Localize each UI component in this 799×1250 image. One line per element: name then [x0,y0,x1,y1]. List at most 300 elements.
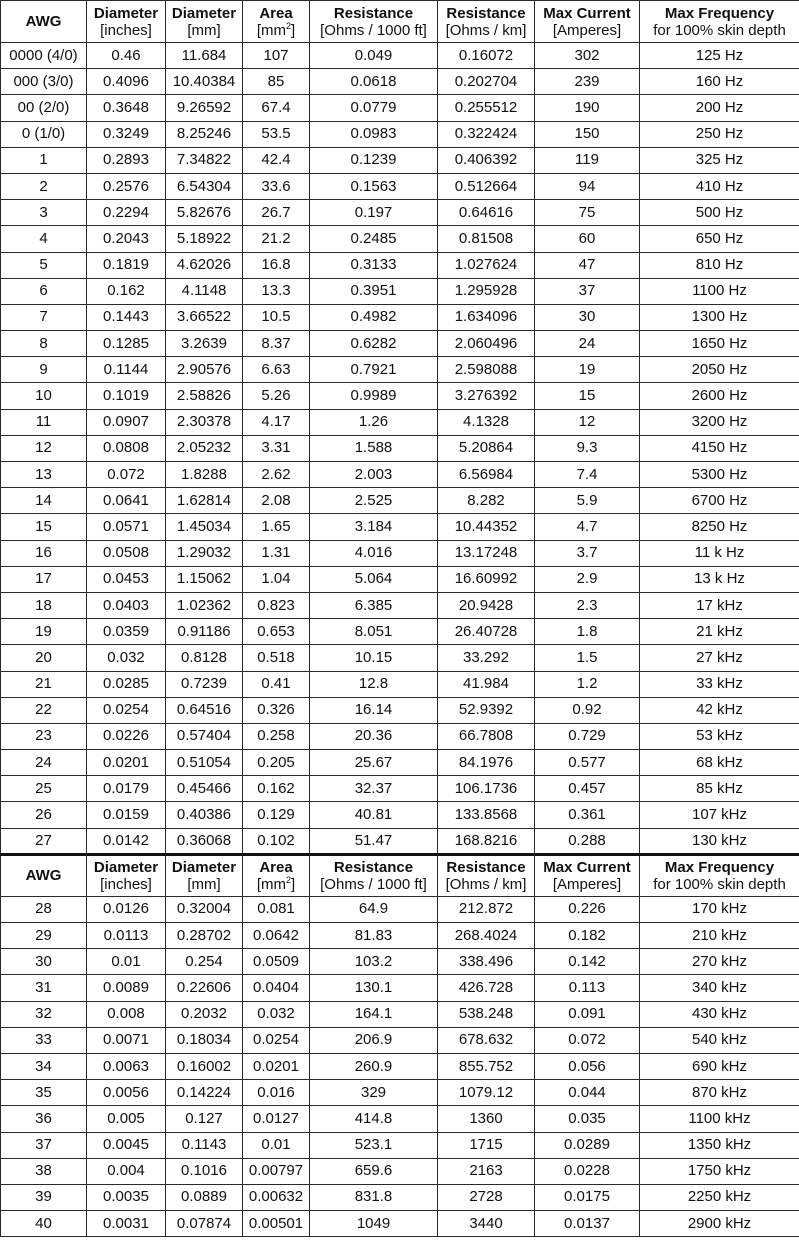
max-frequency-cell: 160 Hz [640,69,799,95]
resistance-ft-cell: 831.8 [310,1184,438,1210]
area-unit-close: ] [291,875,296,893]
diameter-inches-cell: 0.0359 [87,619,166,645]
max-current-cell: 0.091 [535,1001,640,1027]
resistance-ft-cell: 0.0983 [310,121,438,147]
table-row [1,828,799,854]
max-frequency-cell: 42 kHz [640,697,799,723]
diameter-mm-cell: 0.7239 [166,671,243,697]
diameter-inches-header [87,1,166,43]
awg-cell: 2 [1,173,87,199]
diameter-mm-header-title: Diameter [171,858,237,876]
max-frequency-cell: 17 kHz [640,592,799,618]
max-frequency-cell: 8250 Hz [640,514,799,540]
resistance-ft-header-unit: [Ohms / 1000 ft] [320,21,427,39]
diameter-mm-cell: 0.8128 [166,645,243,671]
area-cell: 0.00501 [243,1211,310,1237]
resistance-km-cell: 0.202704 [438,69,535,95]
resistance-ft-cell: 0.3951 [310,278,438,304]
resistance-km-cell: 212.872 [438,896,535,922]
table-row [1,357,799,383]
resistance-ft-cell: 130.1 [310,975,438,1001]
resistance-km-cell: 41.984 [438,671,535,697]
area-cell: 5.26 [243,383,310,409]
diameter-mm-cell: 8.25246 [166,121,243,147]
diameter-mm-header-unit: [mm] [187,875,221,893]
table-row [1,671,799,697]
area-cell: 6.63 [243,357,310,383]
max-frequency-cell: 200 Hz [640,95,799,121]
max-frequency-cell: 68 kHz [640,750,799,776]
awg-cell: 13 [1,462,87,488]
diameter-inches-cell: 0.2294 [87,200,166,226]
max-frequency-header [640,1,799,43]
diameter-mm-cell: 4.1148 [166,278,243,304]
resistance-ft-cell: 0.3133 [310,252,438,278]
resistance-ft-cell: 0.6282 [310,331,438,357]
max-current-header-unit: [Amperes] [552,21,622,39]
diameter-inches-cell: 0.0031 [87,1211,166,1237]
max-frequency-cell: 13 k Hz [640,566,799,592]
resistance-km-cell: 855.752 [438,1053,535,1079]
awg-cell: 7 [1,304,87,330]
resistance-ft-cell: 659.6 [310,1158,438,1184]
max-frequency-cell: 53 kHz [640,723,799,749]
max-current-cell: 150 [535,121,640,147]
resistance-km-cell: 0.255512 [438,95,535,121]
table-row [1,975,799,1001]
area-cell: 8.37 [243,331,310,357]
table-row [1,1184,799,1210]
area-cell: 53.5 [243,121,310,147]
max-current-cell: 1.5 [535,645,640,671]
table-row [1,409,799,435]
diameter-mm-header [166,1,243,43]
max-current-cell: 5.9 [535,488,640,514]
area-cell: 67.4 [243,95,310,121]
table-row [1,1027,799,1053]
diameter-mm-cell: 2.90576 [166,357,243,383]
table-row [1,252,799,278]
max-current-cell: 1.8 [535,619,640,645]
diameter-inches-header-title: Diameter [93,858,159,876]
table-row [1,1001,799,1027]
diameter-mm-cell: 0.91186 [166,619,243,645]
table-row [1,304,799,330]
awg-header-label: AWG [25,13,62,30]
diameter-inches-cell: 0.1443 [87,304,166,330]
max-current-header-title: Max Current [543,4,631,22]
awg-cell: 25 [1,776,87,802]
diameter-inches-cell: 0.162 [87,278,166,304]
awg-cell: 9 [1,357,87,383]
resistance-ft-cell: 5.064 [310,566,438,592]
awg-cell: 11 [1,409,87,435]
diameter-mm-cell: 5.18922 [166,226,243,252]
awg-cell: 000 (3/0) [1,69,87,95]
area-header-unit [243,22,309,39]
area-cell: 0.823 [243,592,310,618]
diameter-inches-cell: 0.0201 [87,750,166,776]
resistance-km-cell: 106.1736 [438,776,535,802]
max-current-header [535,1,640,43]
area-cell: 85 [243,69,310,95]
resistance-km-cell: 8.282 [438,488,535,514]
max-frequency-cell: 33 kHz [640,671,799,697]
max-current-cell: 0.182 [535,923,640,949]
diameter-inches-cell: 0.072 [87,462,166,488]
area-cell: 0.205 [243,750,310,776]
diameter-inches-cell: 0.0045 [87,1132,166,1158]
diameter-mm-cell: 0.2032 [166,1001,243,1027]
resistance-km-cell: 20.9428 [438,592,535,618]
resistance-ft-cell: 0.7921 [310,357,438,383]
table-row [1,592,799,618]
diameter-inches-cell: 0.3648 [87,95,166,121]
table-row [1,200,799,226]
resistance-ft-cell: 0.9989 [310,383,438,409]
area-unit-exponent: 2 [285,874,291,885]
max-current-cell: 302 [535,43,640,69]
max-frequency-cell: 1100 Hz [640,278,799,304]
resistance-km-header [438,1,535,43]
area-cell: 107 [243,43,310,69]
diameter-mm-cell: 6.54304 [166,173,243,199]
max-frequency-cell: 650 Hz [640,226,799,252]
resistance-ft-cell: 0.4982 [310,304,438,330]
max-current-cell: 37 [535,278,640,304]
diameter-inches-cell: 0.0063 [87,1053,166,1079]
max-frequency-cell: 125 Hz [640,43,799,69]
diameter-mm-cell: 0.28702 [166,923,243,949]
max-current-cell: 0.113 [535,975,640,1001]
diameter-inches-cell: 0.032 [87,645,166,671]
diameter-mm-cell: 9.26592 [166,95,243,121]
diameter-mm-cell: 0.1016 [166,1158,243,1184]
area-header-unit [243,876,309,893]
area-cell: 0.326 [243,697,310,723]
resistance-ft-cell: 2.525 [310,488,438,514]
diameter-inches-cell: 0.0089 [87,975,166,1001]
table-row [1,776,799,802]
awg-cell: 0 (1/0) [1,121,87,147]
max-current-cell: 1.2 [535,671,640,697]
diameter-mm-cell: 3.66522 [166,304,243,330]
diameter-mm-cell: 2.58826 [166,383,243,409]
max-frequency-cell: 2900 kHz [640,1211,799,1237]
resistance-km-cell: 538.248 [438,1001,535,1027]
diameter-inches-cell: 0.2893 [87,147,166,173]
diameter-mm-cell: 0.0889 [166,1184,243,1210]
diameter-mm-cell: 2.05232 [166,435,243,461]
diameter-mm-cell: 0.18034 [166,1027,243,1053]
resistance-ft-cell: 0.0618 [310,69,438,95]
max-current-header-title: Max Current [543,858,631,876]
resistance-ft-cell: 8.051 [310,619,438,645]
max-frequency-cell: 4150 Hz [640,435,799,461]
max-current-cell: 60 [535,226,640,252]
max-current-cell: 2.3 [535,592,640,618]
resistance-km-cell: 26.40728 [438,619,535,645]
table-row [1,488,799,514]
resistance-ft-cell: 0.197 [310,200,438,226]
max-current-cell: 239 [535,69,640,95]
diameter-inches-cell: 0.0056 [87,1080,166,1106]
area-cell: 0.0254 [243,1027,310,1053]
max-frequency-cell: 690 kHz [640,1053,799,1079]
table-row [1,1053,799,1079]
max-frequency-cell: 107 kHz [640,802,799,828]
resistance-km-cell: 66.7808 [438,723,535,749]
resistance-km-cell: 13.17248 [438,540,535,566]
table-row [1,750,799,776]
awg-cell: 5 [1,252,87,278]
awg-cell: 27 [1,828,87,854]
awg-cell: 6 [1,278,87,304]
resistance-km-header-title: Resistance [446,4,526,22]
table-row [1,697,799,723]
area-cell: 0.00632 [243,1184,310,1210]
awg-cell: 14 [1,488,87,514]
resistance-km-cell: 2.598088 [438,357,535,383]
resistance-km-cell: 678.632 [438,1027,535,1053]
diameter-inches-cell: 0.008 [87,1001,166,1027]
area-cell: 2.08 [243,488,310,514]
resistance-ft-cell: 523.1 [310,1132,438,1158]
resistance-km-cell: 33.292 [438,645,535,671]
max-current-cell: 0.361 [535,802,640,828]
resistance-km-cell: 1360 [438,1106,535,1132]
resistance-ft-cell: 64.9 [310,896,438,922]
resistance-ft-header [310,854,438,896]
diameter-inches-cell: 0.0907 [87,409,166,435]
resistance-ft-cell: 16.14 [310,697,438,723]
diameter-mm-cell: 0.14224 [166,1080,243,1106]
area-cell: 21.2 [243,226,310,252]
resistance-km-cell: 1.027624 [438,252,535,278]
resistance-ft-cell: 1.26 [310,409,438,435]
max-frequency-cell: 430 kHz [640,1001,799,1027]
max-frequency-cell: 6700 Hz [640,488,799,514]
area-cell: 1.31 [243,540,310,566]
max-current-cell: 19 [535,357,640,383]
diameter-mm-cell: 1.62814 [166,488,243,514]
awg-cell: 31 [1,975,87,1001]
awg-cell: 4 [1,226,87,252]
table-row [1,923,799,949]
resistance-ft-cell: 32.37 [310,776,438,802]
max-frequency-header-title: Max Frequency [664,858,775,876]
max-frequency-cell: 250 Hz [640,121,799,147]
max-frequency-cell: 3200 Hz [640,409,799,435]
resistance-km-cell: 2.060496 [438,331,535,357]
awg-cell: 8 [1,331,87,357]
max-current-cell: 0.044 [535,1080,640,1106]
resistance-km-cell: 1.634096 [438,304,535,330]
resistance-ft-cell: 103.2 [310,949,438,975]
diameter-inches-cell: 0.004 [87,1158,166,1184]
resistance-km-cell: 5.20864 [438,435,535,461]
resistance-km-cell: 2163 [438,1158,535,1184]
diameter-mm-cell: 0.127 [166,1106,243,1132]
resistance-ft-cell: 81.83 [310,923,438,949]
awg-cell: 10 [1,383,87,409]
resistance-ft-header-unit: [Ohms / 1000 ft] [320,875,427,893]
diameter-inches-cell: 0.0571 [87,514,166,540]
max-current-cell: 119 [535,147,640,173]
resistance-ft-cell: 329 [310,1080,438,1106]
max-current-cell: 0.0228 [535,1158,640,1184]
table-row [1,383,799,409]
table-row [1,514,799,540]
table-row [1,43,799,69]
diameter-inches-header-unit: [inches] [100,875,152,893]
area-unit-exponent: 2 [285,20,291,31]
awg-cell: 24 [1,750,87,776]
area-cell: 0.0404 [243,975,310,1001]
area-cell: 0.518 [243,645,310,671]
table-row [1,173,799,199]
max-current-cell: 75 [535,200,640,226]
awg-cell: 33 [1,1027,87,1053]
table-row [1,645,799,671]
table-row [1,1132,799,1158]
area-unit-close: ] [291,21,296,39]
table-row [1,896,799,922]
awg-cell: 18 [1,592,87,618]
max-frequency-header [640,854,799,896]
table-row [1,331,799,357]
max-frequency-cell: 2600 Hz [640,383,799,409]
area-cell: 0.162 [243,776,310,802]
resistance-ft-cell: 51.47 [310,828,438,854]
max-current-cell: 0.0289 [535,1132,640,1158]
awg-cell: 29 [1,923,87,949]
diameter-inches-cell: 0.2576 [87,173,166,199]
resistance-ft-cell: 20.36 [310,723,438,749]
awg-cell: 15 [1,514,87,540]
resistance-ft-cell: 206.9 [310,1027,438,1053]
resistance-ft-cell: 25.67 [310,750,438,776]
diameter-inches-cell: 0.0179 [87,776,166,802]
area-cell: 0.081 [243,896,310,922]
area-cell: 42.4 [243,147,310,173]
awg-header [1,1,87,43]
resistance-ft-cell: 10.15 [310,645,438,671]
diameter-mm-cell: 1.8288 [166,462,243,488]
diameter-inches-cell: 0.0641 [87,488,166,514]
diameter-mm-cell: 0.22606 [166,975,243,1001]
diameter-mm-cell: 5.82676 [166,200,243,226]
max-current-cell: 7.4 [535,462,640,488]
resistance-km-cell: 10.44352 [438,514,535,540]
diameter-inches-cell: 0.1819 [87,252,166,278]
diameter-inches-cell: 0.0035 [87,1184,166,1210]
resistance-ft-cell: 40.81 [310,802,438,828]
max-frequency-cell: 170 kHz [640,896,799,922]
awg-cell: 40 [1,1211,87,1237]
table-row [1,540,799,566]
area-cell: 0.258 [243,723,310,749]
diameter-inches-cell: 0.0403 [87,592,166,618]
table-row [1,147,799,173]
max-frequency-header-unit: for 100% skin depth [653,875,786,893]
area-cell: 0.00797 [243,1158,310,1184]
max-current-cell: 2.9 [535,566,640,592]
awg-cell: 19 [1,619,87,645]
table-body [1,1,799,1237]
area-cell: 0.0642 [243,923,310,949]
resistance-ft-cell: 0.1239 [310,147,438,173]
area-cell: 0.41 [243,671,310,697]
diameter-inches-cell: 0.0453 [87,566,166,592]
diameter-inches-cell: 0.0508 [87,540,166,566]
diameter-inches-cell: 0.1144 [87,357,166,383]
awg-cell: 00 (2/0) [1,95,87,121]
diameter-mm-cell: 0.32004 [166,896,243,922]
resistance-ft-cell: 164.1 [310,1001,438,1027]
max-frequency-cell: 810 Hz [640,252,799,278]
max-frequency-cell: 325 Hz [640,147,799,173]
area-unit-text: [mm [256,21,286,39]
table-row [1,1158,799,1184]
max-current-cell: 0.072 [535,1027,640,1053]
header-row [1,854,799,896]
resistance-ft-cell: 2.003 [310,462,438,488]
table-row [1,462,799,488]
area-header-title: Area [259,4,293,22]
resistance-km-cell: 0.64616 [438,200,535,226]
diameter-inches-cell: 0.2043 [87,226,166,252]
max-frequency-cell: 85 kHz [640,776,799,802]
max-current-cell: 3.7 [535,540,640,566]
max-current-cell: 0.035 [535,1106,640,1132]
resistance-ft-cell: 3.184 [310,514,438,540]
resistance-km-cell: 268.4024 [438,923,535,949]
max-frequency-cell: 1750 kHz [640,1158,799,1184]
resistance-km-cell: 426.728 [438,975,535,1001]
table-row [1,69,799,95]
area-cell: 1.65 [243,514,310,540]
resistance-ft-cell: 260.9 [310,1053,438,1079]
max-frequency-cell: 1300 Hz [640,304,799,330]
resistance-km-cell: 0.16072 [438,43,535,69]
table-row [1,1080,799,1106]
max-current-cell: 0.142 [535,949,640,975]
resistance-km-cell: 133.8568 [438,802,535,828]
max-current-header [535,854,640,896]
max-current-cell: 47 [535,252,640,278]
diameter-mm-cell: 0.64516 [166,697,243,723]
diameter-mm-cell: 1.15062 [166,566,243,592]
max-current-cell: 0.577 [535,750,640,776]
resistance-km-cell: 4.1328 [438,409,535,435]
table-row [1,226,799,252]
area-cell: 26.7 [243,200,310,226]
diameter-inches-cell: 0.4096 [87,69,166,95]
max-current-cell: 190 [535,95,640,121]
resistance-ft-cell: 4.016 [310,540,438,566]
resistance-ft-cell: 6.385 [310,592,438,618]
resistance-km-header [438,854,535,896]
resistance-km-cell: 52.9392 [438,697,535,723]
diameter-inches-header-unit: [inches] [100,21,152,39]
diameter-mm-header [166,854,243,896]
table-row [1,278,799,304]
resistance-km-cell: 84.1976 [438,750,535,776]
max-frequency-header-unit: for 100% skin depth [653,21,786,39]
diameter-mm-cell: 7.34822 [166,147,243,173]
area-header [243,1,310,43]
